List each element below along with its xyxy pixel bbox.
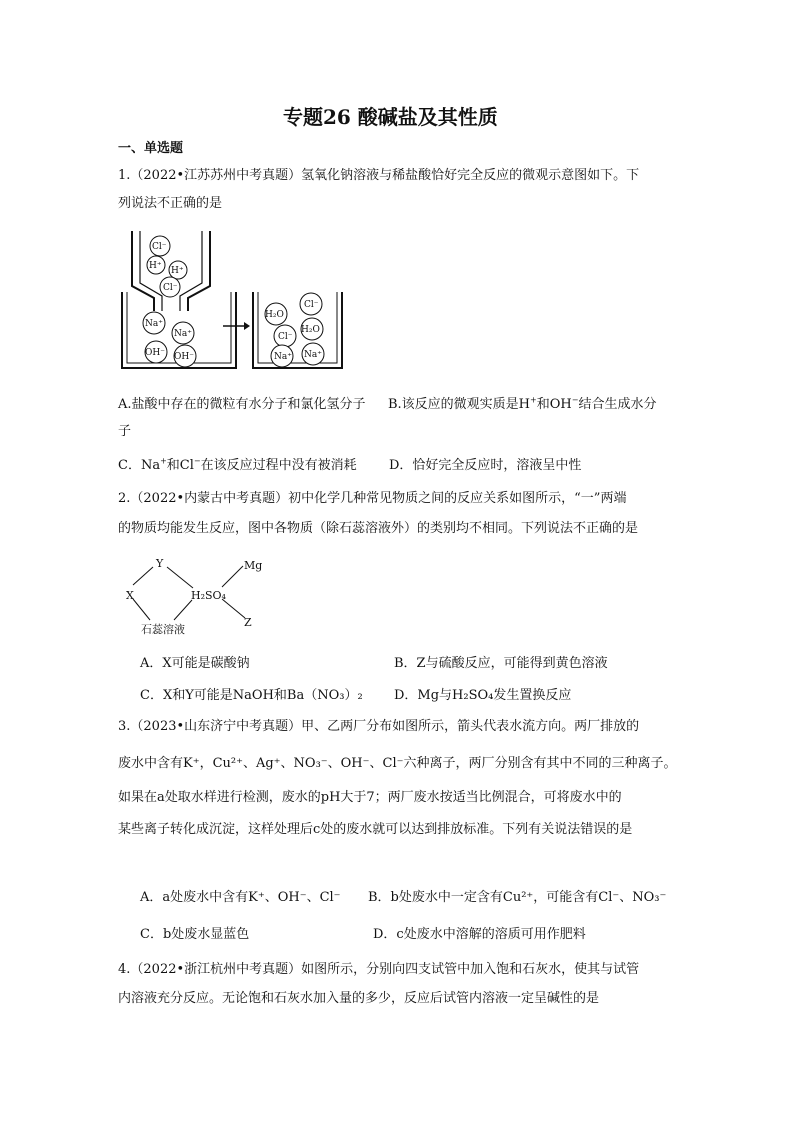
q1-after-na1: Na⁺ <box>274 352 292 362</box>
q3-option-d: D．c处废水中溶解的溶质可用作肥料 <box>373 927 586 942</box>
q4-stem-line2: 内溶液充分反应。无论饱和石灰水加入量的多少，反应后试管内溶液一定呈碱性的是 <box>118 991 600 1006</box>
q1-after-h2o1: H₂O <box>265 310 284 320</box>
q4-stem-line1: 4.（2022•浙江杭州中考真题）如图所示，分别向四支试管中加入饱和石灰水，使其与试管 <box>118 962 640 977</box>
q1-ion-oh1: OH⁻ <box>145 348 165 358</box>
q2-node-z: Z <box>244 616 252 629</box>
q2-node-x: X <box>126 589 134 602</box>
q1-after-h2o2: H₂O <box>301 325 320 335</box>
q2-node-h2so4: H₂SO₄ <box>191 589 226 602</box>
q2-option-c: C．X和Y可能是NaOH和Ba（NO₃）₂ <box>140 688 363 703</box>
page-title: 专题26 酸碱盐及其性质 <box>283 105 498 129</box>
q2-node-mg: Mg <box>244 559 263 572</box>
q1-stem-line1: 1.（2022•江苏苏州中考真题）氢氧化钠溶液与稀盐酸恰好完全反应的微观示意图如下。下 <box>118 168 640 183</box>
q1-after-na2: Na⁺ <box>304 350 322 360</box>
q2-option-a: A．X可能是碳酸钠 <box>140 656 250 671</box>
q1-ion-na2: Na⁺ <box>174 329 192 339</box>
q2-stem-line2: 的物质均能发生反应，图中各物质（除石蕊溶液外）的类别均不相同。下列说法不正确的是 <box>118 521 639 536</box>
q1-option-b-cont: 子 <box>118 424 132 439</box>
q1-stem-line2: 列说法不正确的是 <box>118 196 223 211</box>
q2-stem-line1: 2.（2022•内蒙古中考真题）初中化学几种常见物质之间的反应关系如图所示，“一”两端 <box>118 491 627 506</box>
q3-stem-line2: 废水中含有K⁺，Cu²⁺、Ag⁺、NO₃⁻、OH⁻、Cl⁻六种离子，两厂分别含有其中不同的三种离子。 <box>118 756 677 771</box>
q3-option-c: C．b处废水显蓝色 <box>140 927 250 942</box>
q1-option-d: D．恰好完全反应时，溶液呈中性 <box>389 458 582 473</box>
q3-option-b: B．b处废水中一定含有Cu²⁺，可能含有Cl⁻、NO₃⁻ <box>368 890 667 905</box>
q1-ion-h2: H⁺ <box>171 266 184 276</box>
q1-ion-cl-2: Cl⁻ <box>163 283 178 293</box>
q1-ion-na1: Na⁺ <box>145 319 163 329</box>
q1-ion-h1: H⁺ <box>149 261 162 271</box>
section-heading: 一、单选题 <box>118 141 184 156</box>
q1-after-cl1: Cl⁻ <box>304 300 319 310</box>
q2-node-y: Y <box>156 557 164 570</box>
q1-ion-oh2: OH⁻ <box>174 352 194 362</box>
q1-after-cl2: Cl⁻ <box>278 332 293 342</box>
q2-option-b: B．Z与硫酸反应，可能得到黄色溶液 <box>394 656 608 671</box>
q2-node-litmus: 石蕊溶液 <box>141 623 185 636</box>
q1-option-b: B.该反应的微观实质是H+和OH−结合生成水分 <box>388 395 657 412</box>
q2-option-d: D．Mg与H₂SO₄发生置换反应 <box>394 688 572 703</box>
q3-stem-line1: 3.（2023•山东济宁中考真题）甲、乙两厂分布如图所示，箭头代表水流方向。两厂排放的 <box>118 719 640 734</box>
q3-stem-line4: 某些离子转化成沉淀，这样处理后c处的废水就可以达到排放标准。下列有关说法错误的是 <box>118 822 633 837</box>
q3-option-a: A．a处废水中含有K⁺、OH⁻、Cl⁻ <box>140 890 341 905</box>
q1-option-a: A.盐酸中存在的微粒有水分子和氯化氢分子 <box>118 397 366 412</box>
q1-ion-cl-top: Cl⁻ <box>152 242 167 252</box>
q1-option-c: C．Na+和Cl−在该反应过程中没有被消耗 <box>118 456 357 473</box>
q3-stem-line3: 如果在a处取水样进行检测，废水的pH大于7；两厂废水按适当比例混合，可将废水中的 <box>118 790 622 805</box>
